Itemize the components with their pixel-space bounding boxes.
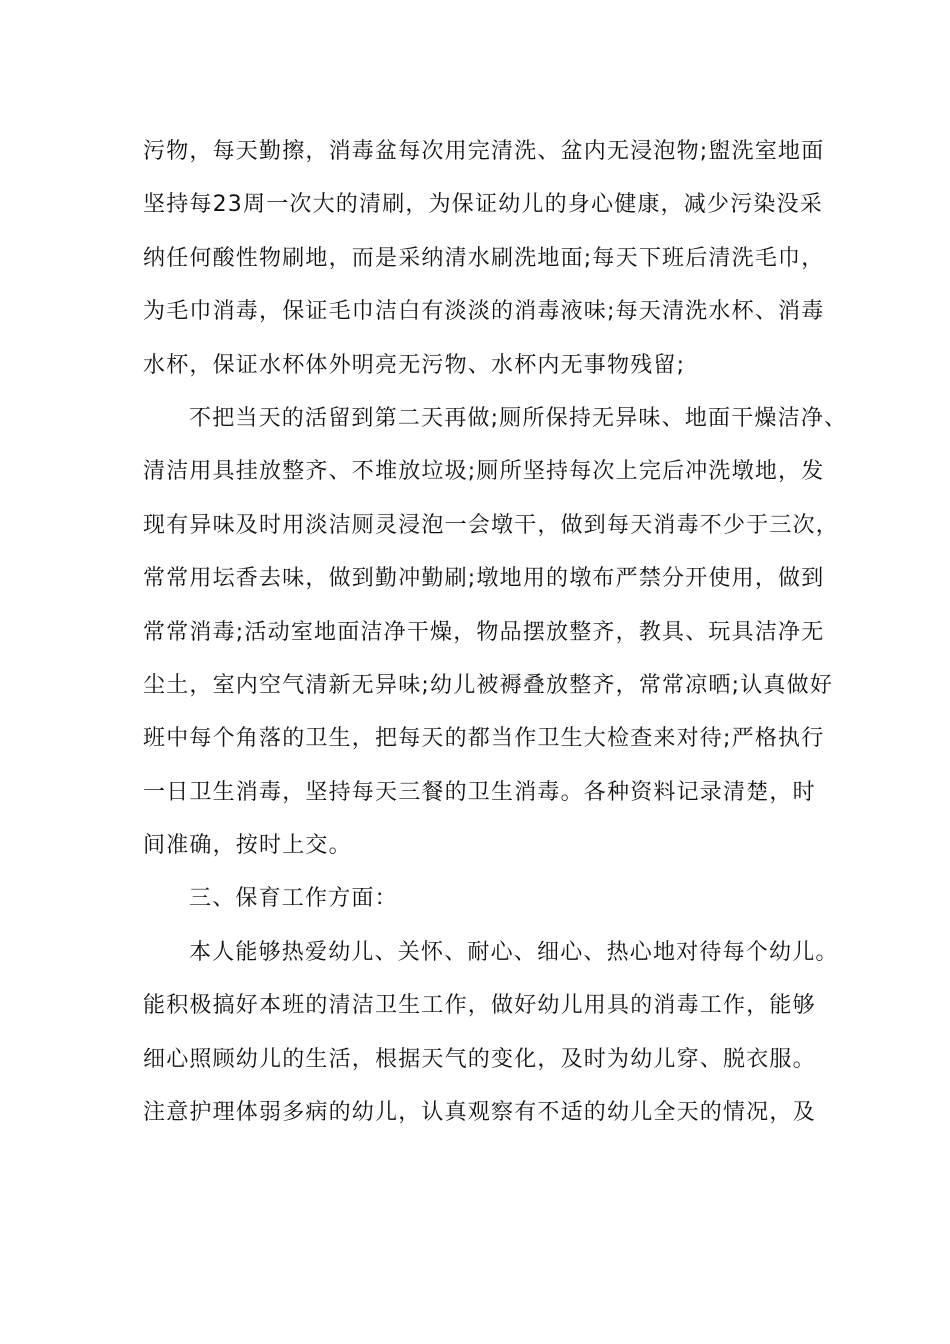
text-line: 能积极搞好本班的清洁卫生工作，做好幼儿用具的消毒工作，能够 <box>143 993 816 1019</box>
text-line: 尘土，室内空气清新无异味;幼儿被褥叠放整齐，常常凉晒;认真做好 <box>143 672 834 698</box>
text-line: 间准确，按时上交。 <box>143 833 352 859</box>
text-line: 常常用坛香去味，做到勤冲勤刷;墩地用的墩布严禁分开使用，做到 <box>143 566 825 592</box>
text-line: 现有异味及时用淡洁厕灵浸泡一会墩干，做到每天消毒不少于三次， <box>143 512 840 538</box>
text-line: 纳任何酸性物刷地，而是采纳清水刷洗地面;每天下班后清洗毛巾， <box>143 245 825 271</box>
paragraph-first-line: 本人能够热爱幼儿、关怀、耐心、细心、热心地对待每个幼儿。 <box>189 939 839 965</box>
text-line: 污物，每天勤擦，消毒盆每次用完清洗、盆内无浸泡物;盥洗室地面 <box>143 139 825 164</box>
text-line: 坚持每23周一次大的清刷，为保证幼儿的身心健康，减少污染没采 <box>143 192 823 218</box>
text-line: 细心照顾幼儿的生活，根据天气的变化，及时为幼儿穿、脱衣服。 <box>143 1046 816 1072</box>
text-line: 常常消毒;活动室地面洁净干燥，物品摆放整齐，教具、玩具洁净无 <box>143 619 825 645</box>
text-line: 班中每个角落的卫生，把每天的都当作卫生大检查来对待;严格执行 <box>143 726 825 752</box>
document-body <box>143 125 850 1139</box>
section-heading: 三、保育工作方面： <box>189 886 398 912</box>
text-line: 水杯，保证水杯体外明亮无污物、水杯内无事物残留; <box>143 352 686 378</box>
text-line: 清洁用具挂放整齐、不堆放垃圾;厕所坚持每次上完后冲洗墩地，发 <box>143 459 825 485</box>
text-line: 注意护理体弱多病的幼儿，认真观察有不适的幼儿全天的情况，及 <box>143 1100 816 1126</box>
text-line: 为毛巾消毒，保证毛巾洁白有淡淡的消毒液味;每天清洗水杯、消毒 <box>143 299 825 325</box>
paragraph-first-line: 不把当天的活留到第二天再做;厕所保持无异味、地面干燥洁净、 <box>189 405 848 431</box>
text-line: 一日卫生消毒，坚持每天三餐的卫生消毒。各种资料记录清楚，时 <box>143 779 816 805</box>
